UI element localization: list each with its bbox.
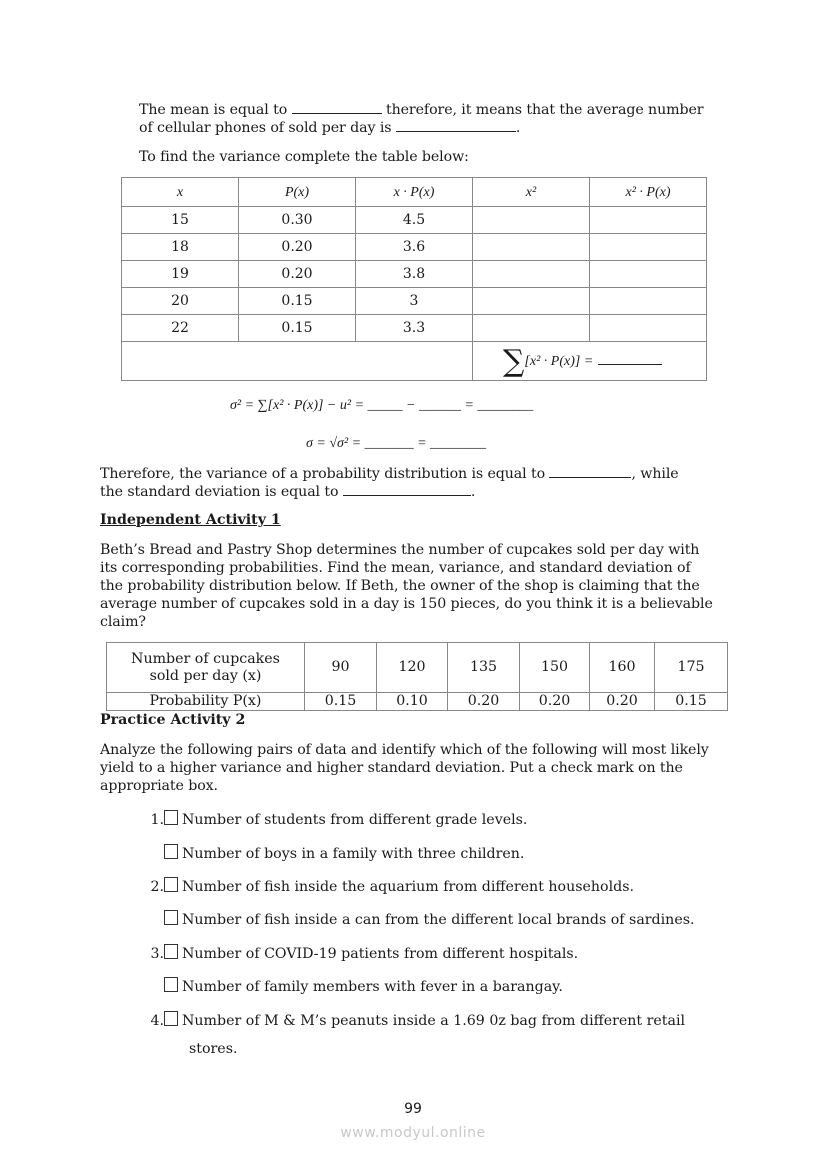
body-line: Beth’s Bread and Pastry Shop determines the number of cupcakes sold per day with (100, 542, 700, 558)
table-row (122, 288, 707, 315)
item-4a (146, 1011, 685, 1030)
item-text: Number of fish inside the aquarium from different households. (182, 879, 634, 895)
period: . (515, 120, 521, 136)
cell-xpx: 4.5 (356, 207, 473, 234)
variance-conclusion-text: Therefore, the variance of a probability distribution is equal to (100, 466, 546, 482)
while-text: , while (631, 466, 679, 482)
body-line: the probability distribution below. If Beth, the owner of the shop is claiming that the (100, 578, 700, 594)
cell-px: 0.20 (239, 261, 356, 288)
conclusion-line1 (100, 465, 679, 483)
body-line: claim? (100, 614, 146, 630)
mean-text: The mean is equal to (139, 102, 288, 118)
cell-x2[interactable] (473, 207, 590, 234)
table-sum-row (122, 342, 707, 381)
sum-blank[interactable] (598, 352, 662, 365)
mean-text-cont: therefore, it means that the average number (386, 102, 704, 118)
probability-value: 0.20 (590, 693, 655, 711)
item-text: Number of family members with fever in a barangay. (182, 979, 563, 995)
cell-px: 0.15 (239, 288, 356, 315)
table-row (122, 207, 707, 234)
instruction-line: appropriate box. (100, 778, 218, 794)
probability-label: Probability P(x) (107, 693, 305, 711)
cupcakes-value: 120 (377, 643, 448, 693)
cell-x: 19 (122, 261, 239, 288)
checkbox[interactable] (164, 810, 178, 825)
independent-activity-title: Independent Activity 1 (100, 512, 281, 528)
cell-xpx: 3 (356, 288, 473, 315)
conclusion-line2 (100, 483, 475, 501)
item-1a (146, 810, 527, 829)
checkbox[interactable] (164, 944, 178, 959)
cupcakes-value: 175 (655, 643, 728, 693)
cupcakes-table (106, 642, 728, 711)
mean-statement-line2 (139, 119, 520, 137)
item-text: Number of fish inside a can from the different local brands of sardines. (182, 912, 695, 928)
cupcakes-value: 150 (520, 643, 590, 693)
probability-value: 0.20 (448, 693, 520, 711)
item-number: 2. (150, 879, 164, 895)
cupcakes-value: 135 (448, 643, 520, 693)
item-number: 1. (150, 812, 164, 828)
variance-blank[interactable] (549, 465, 631, 478)
empty-cell (122, 342, 473, 381)
average-text: of cellular phones of sold per day is (139, 120, 392, 136)
checkbox[interactable] (164, 1011, 178, 1026)
item-number: 4. (150, 1013, 164, 1029)
item-text: Number of boys in a family with three children. (182, 846, 525, 862)
variance-table (121, 177, 707, 381)
cell-x: 22 (122, 315, 239, 342)
cell-x2px[interactable] (590, 207, 707, 234)
cell-px: 0.20 (239, 234, 356, 261)
body-line: average number of cupcakes sold in a day is 150 pieces, do you think it is a believable (100, 596, 713, 612)
cupcakes-value: 160 (590, 643, 655, 693)
body-line: its corresponding probabilities. Find the mean, variance, and standard deviation of (100, 560, 691, 576)
cell-px: 0.30 (239, 207, 356, 234)
probability-value: 0.10 (377, 693, 448, 711)
cell-px: 0.15 (239, 315, 356, 342)
label-line2: sold per day (x) (149, 667, 262, 684)
cell-x2px[interactable] (590, 315, 707, 342)
period: . (470, 484, 476, 500)
item-text: Number of students from different grade levels. (182, 812, 528, 828)
variance-formula: σ² = ∑[x² · P(x)] − u² = _____ − ______ = ________ (230, 398, 534, 413)
probability-value: 0.15 (655, 693, 728, 711)
cell-xpx: 3.6 (356, 234, 473, 261)
header-x: x (122, 178, 239, 207)
std-conclusion-text: the standard deviation is equal to (100, 484, 339, 500)
page-number: 99 (404, 1101, 422, 1117)
cell-x: 18 (122, 234, 239, 261)
cupcakes-label (107, 643, 305, 693)
sum-cell (473, 342, 707, 381)
sum-label: [x² · P(x)] = (524, 354, 594, 369)
cell-x2[interactable] (473, 315, 590, 342)
std-dev-blank[interactable] (343, 483, 471, 496)
mean-blank[interactable] (292, 101, 382, 114)
cupcakes-value: 90 (305, 643, 377, 693)
cell-x2[interactable] (473, 234, 590, 261)
table-header-row (122, 178, 707, 207)
header-x2: x² (473, 178, 590, 207)
independent-activity-body (100, 541, 730, 631)
item-1b (146, 844, 524, 863)
table-row (122, 315, 707, 342)
table-row (122, 234, 707, 261)
item-3b (146, 977, 563, 996)
probability-row (107, 693, 728, 711)
checkbox[interactable] (164, 977, 178, 992)
cell-x2px[interactable] (590, 288, 707, 315)
cell-x: 20 (122, 288, 239, 315)
checkbox[interactable] (164, 844, 178, 859)
header-x2px: x² · P(x) (590, 178, 707, 207)
label-line1: Number of cupcakes (131, 650, 280, 667)
checkbox[interactable] (164, 877, 178, 892)
item-number: 3. (150, 946, 164, 962)
item-3a (146, 944, 578, 963)
cell-x: 15 (122, 207, 239, 234)
item-2a (146, 877, 634, 896)
item-4a-continued: stores. (189, 1041, 238, 1057)
cell-x2px[interactable] (590, 261, 707, 288)
probability-value: 0.20 (520, 693, 590, 711)
table-row (122, 261, 707, 288)
watermark: www.modyul.online (340, 1125, 486, 1141)
item-text: Number of COVID-19 patients from different hospitals. (182, 946, 579, 962)
cell-x2[interactable] (473, 288, 590, 315)
probability-value: 0.15 (305, 693, 377, 711)
practice-activity-instructions (100, 741, 730, 795)
table-instruction: To find the variance complete the table below: (139, 149, 469, 165)
instruction-line: yield to a higher variance and higher standard deviation. Put a check mark on the (100, 760, 683, 776)
item-text: Number of M & M’s peanuts inside a 1.69 0z bag from different retail (182, 1013, 686, 1029)
item-2b (146, 910, 695, 929)
std-dev-formula: σ = √σ² = _______ = ________ (306, 436, 487, 451)
sigma-icon: ∑ (503, 344, 525, 379)
checkbox[interactable] (164, 910, 178, 925)
practice-activity-title: Practice Activity 2 (100, 712, 246, 728)
mean-statement-line1 (139, 101, 703, 119)
cell-x2px[interactable] (590, 234, 707, 261)
header-px: P(x) (239, 178, 356, 207)
cell-xpx: 3.3 (356, 315, 473, 342)
cell-xpx: 3.8 (356, 261, 473, 288)
instruction-line: Analyze the following pairs of data and identify which of the following will most likely (100, 742, 709, 758)
cupcakes-row (107, 643, 728, 693)
cell-x2[interactable] (473, 261, 590, 288)
average-blank[interactable] (396, 119, 516, 132)
header-xpx: x · P(x) (356, 178, 473, 207)
